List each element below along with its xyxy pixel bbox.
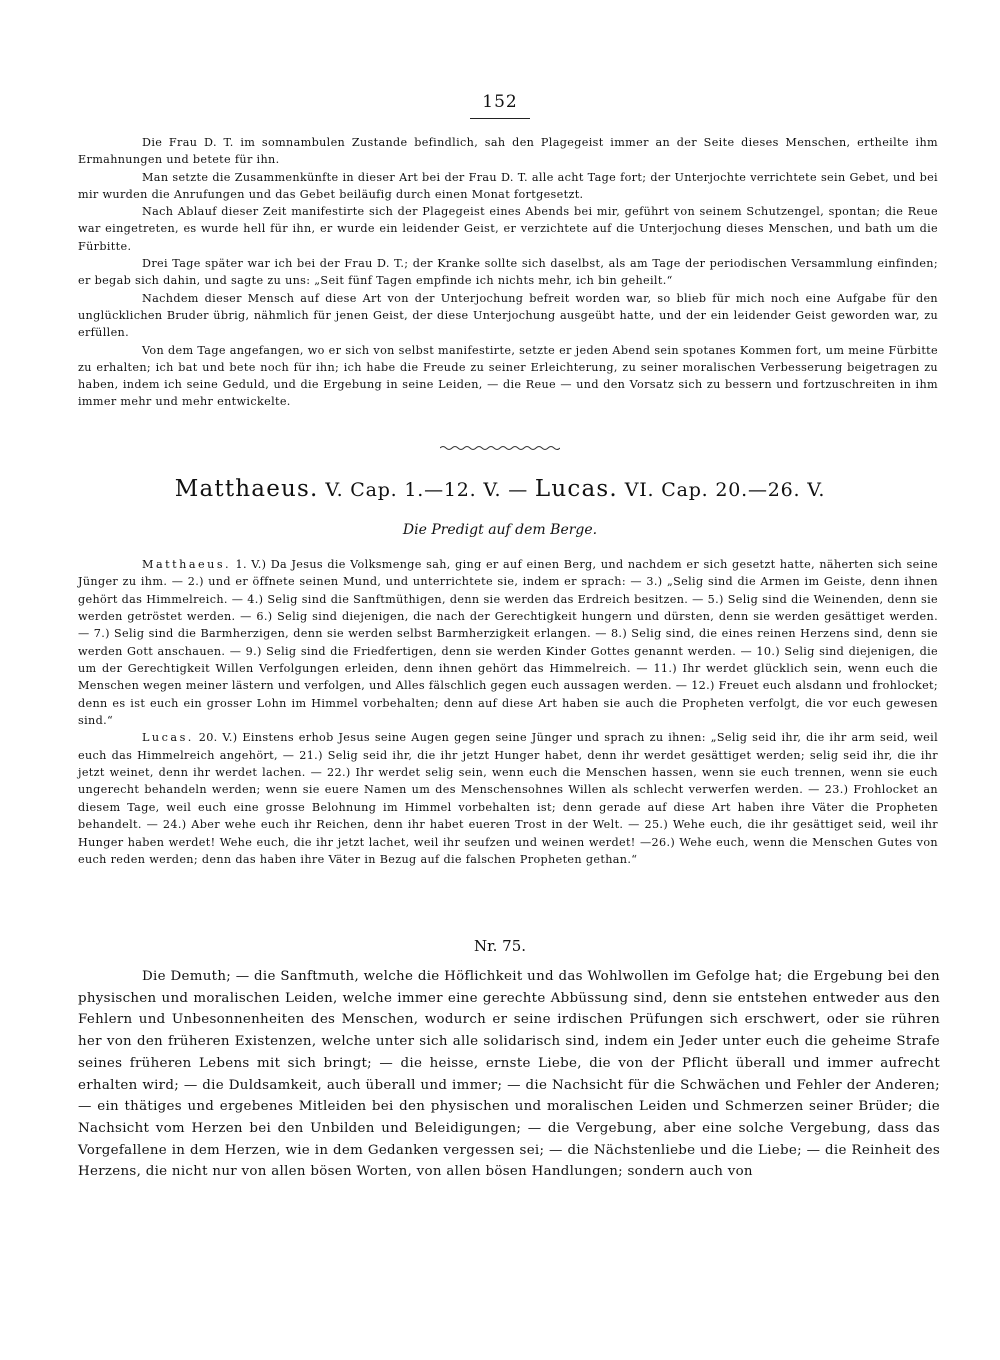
scripture-paragraph-lucas [78, 729, 938, 868]
heading-book-lucas: Lucas. [534, 476, 618, 502]
intro-paragraph: Die Frau D. T. im somnambulen Zustande befindlich, sah den Plagegeist immer an der Seite dieses Menschen, ertheilte ihm Ermahnungen und betete für ihn. [78, 136, 938, 167]
scripture-ref-matthaeus: Matthaeus. [142, 558, 232, 571]
section-subtitle: Die Predigt auf dem Berge. [402, 522, 598, 538]
page-number: 152 [482, 92, 518, 112]
intro-paragraph: Nachdem dieser Mensch auf diese Art von der Unterjochung befreit worden war, so blieb für mich noch eine Aufgabe für den unglücklichen Bruder übrig, nähmlich für jenen Geist, der diese Unterjochung ausgeübt hatte, und der ein leidender Geist geworden war, zu erfüllen. [78, 291, 938, 340]
scripture-ref-lucas: Lucas. [142, 731, 194, 745]
scripture-paragraph-matthaeus [78, 556, 938, 729]
intro-text-block [78, 134, 938, 411]
page-number-rule [470, 118, 530, 119]
intro-paragraph: Von dem Tage angefangen, wo er sich von selbst manifestirte, setzte er jeden Abend sein spotanes Kommen fort, um meine Fürbitte zu erhalten; ich bat und bete noch für ihn; ich habe die Freude zu seiner Erleichterung, zu seiner moralischen Verbesserung beigetragen zu haben, indem ich seine Geduld, und die Ergebung in seine Leiden, — die Reue — und den Vorsatz sich zu bessern und fortzuschreiten in ihm immer mehr und mehr entwickelte. [78, 343, 938, 409]
intro-paragraph: Man setzte die Zusammenkünfte in dieser Art bei der Frau D. T. alle acht Tage fort; der Unterjochte verrichtete sein Gebet, und bei mir wurden die Anrufungen und das Gebet beiläufig durch einen Monat fortgesetzt. [78, 170, 938, 201]
heading-dash: — [508, 479, 529, 501]
section-divider-ornament [440, 445, 560, 451]
main-paragraph: Die Demuth; — die Sanftmuth, welche die Höflichkeit und das Wohlwollen im Gefolge hat; die Ergebung bei den physischen und moralischen Leiden, welche immer eine gerechte Abbüssung sind, denn sie entstehen entweder aus den Fehlern und Unbesonnenheiten des Menschen, wodurch er seine irdischen Prüfungen sich erschwert, oder sie rühren her von den früheren Existenzen, welche unter sich alle solidarisch sind, indem ein Jeder unter euch die geheime Strafe seines früheren Lebens mit sich bringt; — die heisse, ernste Liebe, die von der Pflicht überall und immer aufrecht erhalten wird; — die Duldsamkeit, auch überall und immer; — die Nachsicht für die Schwächen und Fehler der Anderen; — ein thätiges und ergebenes Mitleiden bei den physischen und moralischen Leiden und Schmerzen seiner Brüder; die Nachsicht vom Herzen bei den Unbilden und Beleidigungen; — die Vergebung, aber eine solche Vergebung, dass das Vorgefallene in dem Herzen, wie in dem Gedanken vergessen sei; — die Nächstenliebe und die Liebe; — die Reinheit des Herzens, die nicht nur von allen bösen Worten, von allen bösen Handlungen; sondern auch von [78, 969, 940, 1180]
number-heading: Nr. 75. [473, 937, 527, 955]
scripture-text-lucas: 20. V.) Einstens erhob Jesus seine Augen gegen seine Jünger und sprach zu ihnen: „Selig seid ihr, die ihr arm seid, weil euch das Himmelreich angehört, — 21.) Selig seid ihr, die ihr jetzt Hunger habet, denn ihr werdet gesättiget werden; selig seid ihr, die ihr jetzt weinet, denn ihr werdet lachen. — 22.) Ihr werdet selig sein, wenn euch die Menschen hassen, wenn sie euch trennen, wenn sie euch ungerecht behandeln werden; wenn sie euere Namen um des Menschensohnes Willen als schlecht verwerfen werden. — 23.) Frohlocket an diesem Tage, weil euch eine grosse Belohnung im Himmel vorbehalten ist; denn gerade auf diese Art haben ihre Väter die Propheten behandelt. — 24.) Aber wehe euch ihr Reichen, denn ihr habet eueren Trost in der Welt. — 25.) Wehe euch, die ihr gesättiget seid, weil ihr Hunger haben werdet! Wehe euch, die ihr jetzt lachet, weil ihr seufzen und weinen werdet! —26.) Wehe euch, wenn die Menschen Gutes von euch reden werden; denn das haben ihre Väter in Bezug auf die falschen Propheten gethan.“ [78, 731, 939, 866]
heading-ref-lucas: VI. Cap. 20.—26. V. [624, 479, 826, 501]
intro-paragraph: Drei Tage später war ich bei der Frau D. T.; der Kranke sollte sich daselbst, als am Tage der periodischen Versammlung einfinden; er begab sich dahin, und sagte zu uns: „Seit fünf Tagen empfinde ich nichts mehr, ich bin geheilt.“ [78, 257, 938, 288]
section-heading [0, 476, 1000, 502]
scripture-text-block [78, 556, 938, 868]
scripture-text-matthaeus: 1. V.) Da Jesus die Volksmenge sah, ging er auf einen Berg, und nachdem er sich gesetzt hatte, näherten sich seine Jünger zu ihm. — 2.) und er öffnete seinen Mund, und unterrichtete sie, indem er sprach: — 3.) „Selig sind die Armen im Geiste, denn ihnen gehört das Himmelreich. — 4.) Selig sind die Sanftmüthigen, denn sie werden das Erdreich besitzen. — 5.) Selig sind die Weinenden, denn sie werden getröstet werden. — 6.) Selig sind diejenigen, die nach der Gerechtigkeit hungern und dürsten, denn sie werden gesättiget werden. — 7.) Selig sind die Barmherzigen, denn sie werden selbst Barmherzigkeit erlangen. — 8.) Selig sind, die eines reinen Herzens sind, denn sie werden Gott anschauen. — 9.) Selig sind die Friedfertigen, denn sie werden Kinder Gottes genannt werden. — 10.) Selig sind diejenigen, die um der Gerechtigkeit Willen Verfolgungen erleiden, denn ihnen gehört das Himmelreich. — 11.) Ihr werdet glücklich sein, wenn euch die Menschen wegen meiner lästern und verfolgen, und Alles fälschlich gegen euch aussagen werden. — 12.) Freuet euch alsdann und frohlocket; denn es ist euch ein grosser Lohn im Himmel vorbehalten; denn auf diese Art haben sie auch die Propheten verfolgt, die vor euch gewesen sind.“ [78, 558, 939, 728]
heading-book-matthaeus: Matthaeus. [174, 476, 319, 502]
heading-ref-matthaeus: V. Cap. 1.—12. V. [325, 479, 502, 501]
main-text-block [78, 966, 940, 1183]
intro-paragraph: Nach Ablauf dieser Zeit manifestirte sich der Plagegeist eines Abends bei mir, geführt von seinem Schutzengel, spontan; die Reue war eingetreten, es wurde hell für ihn, er wurde ein leidender Geist, er verzichtete auf die Unterjochung dieses Menschen, und bath um die Fürbitte. [78, 205, 938, 253]
